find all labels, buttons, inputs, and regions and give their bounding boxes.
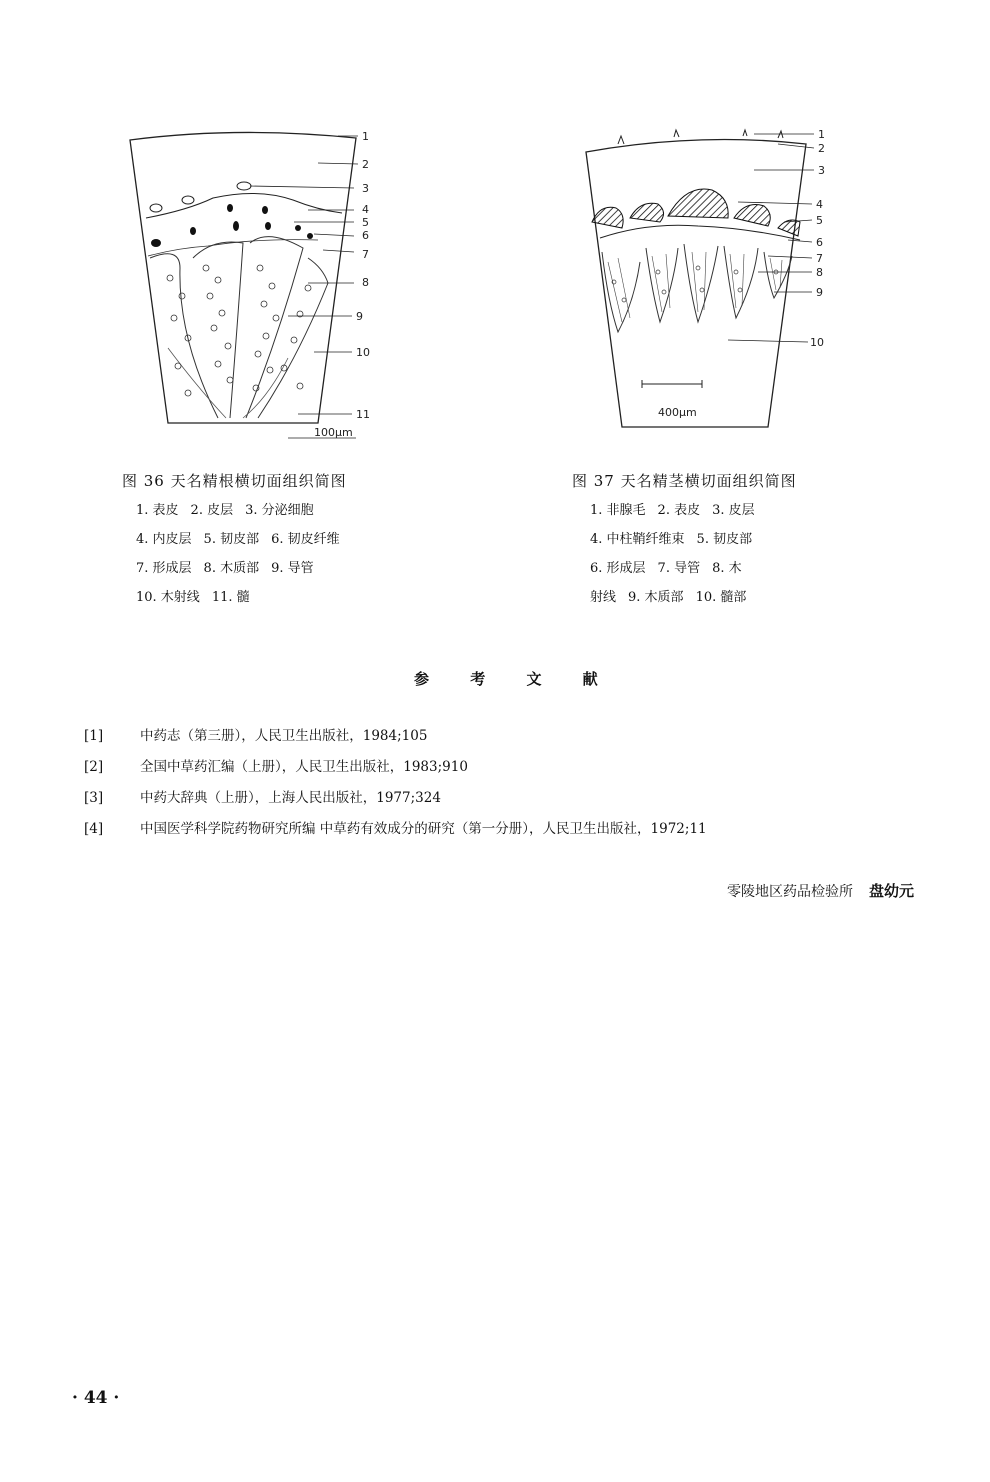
legend-item: 8. 木 [712, 561, 742, 576]
legend-item: 5. 韧皮部 [203, 532, 260, 547]
references-list [84, 724, 707, 848]
reference-text: 中国医学科学院药物研究所编 中草药有效成分的研究（第一分册），人民卫生出版社，1972;11 [140, 821, 707, 837]
fig37-label: 1 [818, 128, 825, 141]
fig36-label: 10 [356, 346, 370, 359]
legend-item: 6. 韧皮纤维 [271, 532, 340, 547]
legend-item: 1. 表皮 [136, 503, 179, 518]
page-number: · 44 · [72, 1388, 120, 1408]
fig36-label: 7 [362, 248, 369, 261]
fig37-label: 6 [816, 236, 823, 249]
fig37-label: 5 [816, 214, 823, 227]
legend-item: 射线 [590, 590, 617, 605]
legend-item: 1. 非腺毛 [590, 503, 646, 518]
reference-text: 中药志（第三册），人民卫生出版社，1984;105 [140, 728, 428, 744]
legend-item: 4. 中柱鞘纤维束 [590, 532, 685, 547]
fig36-label: 3 [362, 182, 369, 195]
fig36-label: 8 [362, 276, 369, 289]
reference-text: 全国中草药汇编（上册），人民卫生出版社，1983;910 [140, 759, 468, 775]
figure-36-caption: 图 36 天名精根横切面组织简图 [122, 472, 347, 490]
fig36-label: 6 [362, 229, 369, 242]
legend-row [136, 583, 352, 612]
reference-item [84, 786, 707, 817]
reference-item [84, 817, 707, 848]
figure-37-labels [658, 128, 825, 419]
legend-item: 2. 皮层 [190, 503, 234, 518]
author-name: 盘幼元 [868, 882, 914, 900]
legend-item: 10. 木射线 [136, 590, 200, 605]
legend-row [136, 525, 352, 554]
legend-row [136, 554, 352, 583]
fig36-label: 1 [362, 130, 369, 143]
legend-item: 10. 髓部 [695, 590, 747, 605]
legend-item: 8. 木质部 [203, 561, 260, 576]
reference-text: 中药大辞典（上册），上海人民出版社，1977;324 [140, 790, 441, 806]
author-line [727, 880, 914, 901]
legend-row [590, 583, 767, 612]
legend-row [590, 525, 767, 554]
fig37-label: 8 [816, 266, 823, 279]
figure-37-diagram [578, 122, 838, 442]
reference-item [84, 755, 707, 786]
legend-row [136, 496, 352, 525]
legend-row [590, 554, 767, 583]
fig36-label: 11 [356, 408, 370, 421]
legend-item: 9. 导管 [271, 561, 314, 576]
reference-number: [2] [84, 759, 104, 775]
legend-item: 3. 分泌细胞 [245, 503, 314, 518]
fig36-label: 4 [362, 203, 369, 216]
legend-item: 6. 形成层 [590, 561, 646, 576]
fig37-label: 10 [810, 336, 824, 349]
fig37-label: 3 [818, 164, 825, 177]
reference-number: [4] [84, 821, 104, 837]
legend-item: 4. 内皮层 [136, 532, 192, 547]
legend-item: 7. 形成层 [136, 561, 192, 576]
fig36-scale: 100μm [314, 426, 353, 439]
fig36-label: 2 [362, 158, 369, 171]
fig37-label: 2 [818, 142, 825, 155]
references-heading: 参 考 文 献 [414, 670, 616, 688]
legend-item: 3. 皮层 [712, 503, 755, 518]
legend-item: 9. 木质部 [628, 590, 684, 605]
fig37-scale: 400μm [658, 406, 697, 419]
figure-37-caption: 图 37 天名精茎横切面组织简图 [572, 472, 797, 490]
reference-number: [1] [84, 728, 104, 744]
legend-item: 7. 导管 [657, 561, 701, 576]
fig36-label: 5 [362, 216, 369, 229]
legend-item: 2. 表皮 [657, 503, 701, 518]
figure-36-diagram [118, 118, 388, 448]
author-organization: 零陵地区药品检验所 [726, 884, 853, 900]
legend-row [590, 496, 767, 525]
figure-36-legend [136, 496, 352, 612]
legend-item: 5. 韧皮部 [696, 532, 753, 547]
reference-number: [3] [84, 790, 104, 806]
reference-item [84, 724, 707, 755]
fig37-label: 7 [816, 252, 823, 265]
fig37-label: 9 [816, 286, 823, 299]
figure-37-legend [590, 496, 767, 612]
legend-item: 11. 髓 [211, 590, 250, 605]
fig37-label: 4 [816, 198, 823, 211]
fig36-label: 9 [356, 310, 363, 323]
